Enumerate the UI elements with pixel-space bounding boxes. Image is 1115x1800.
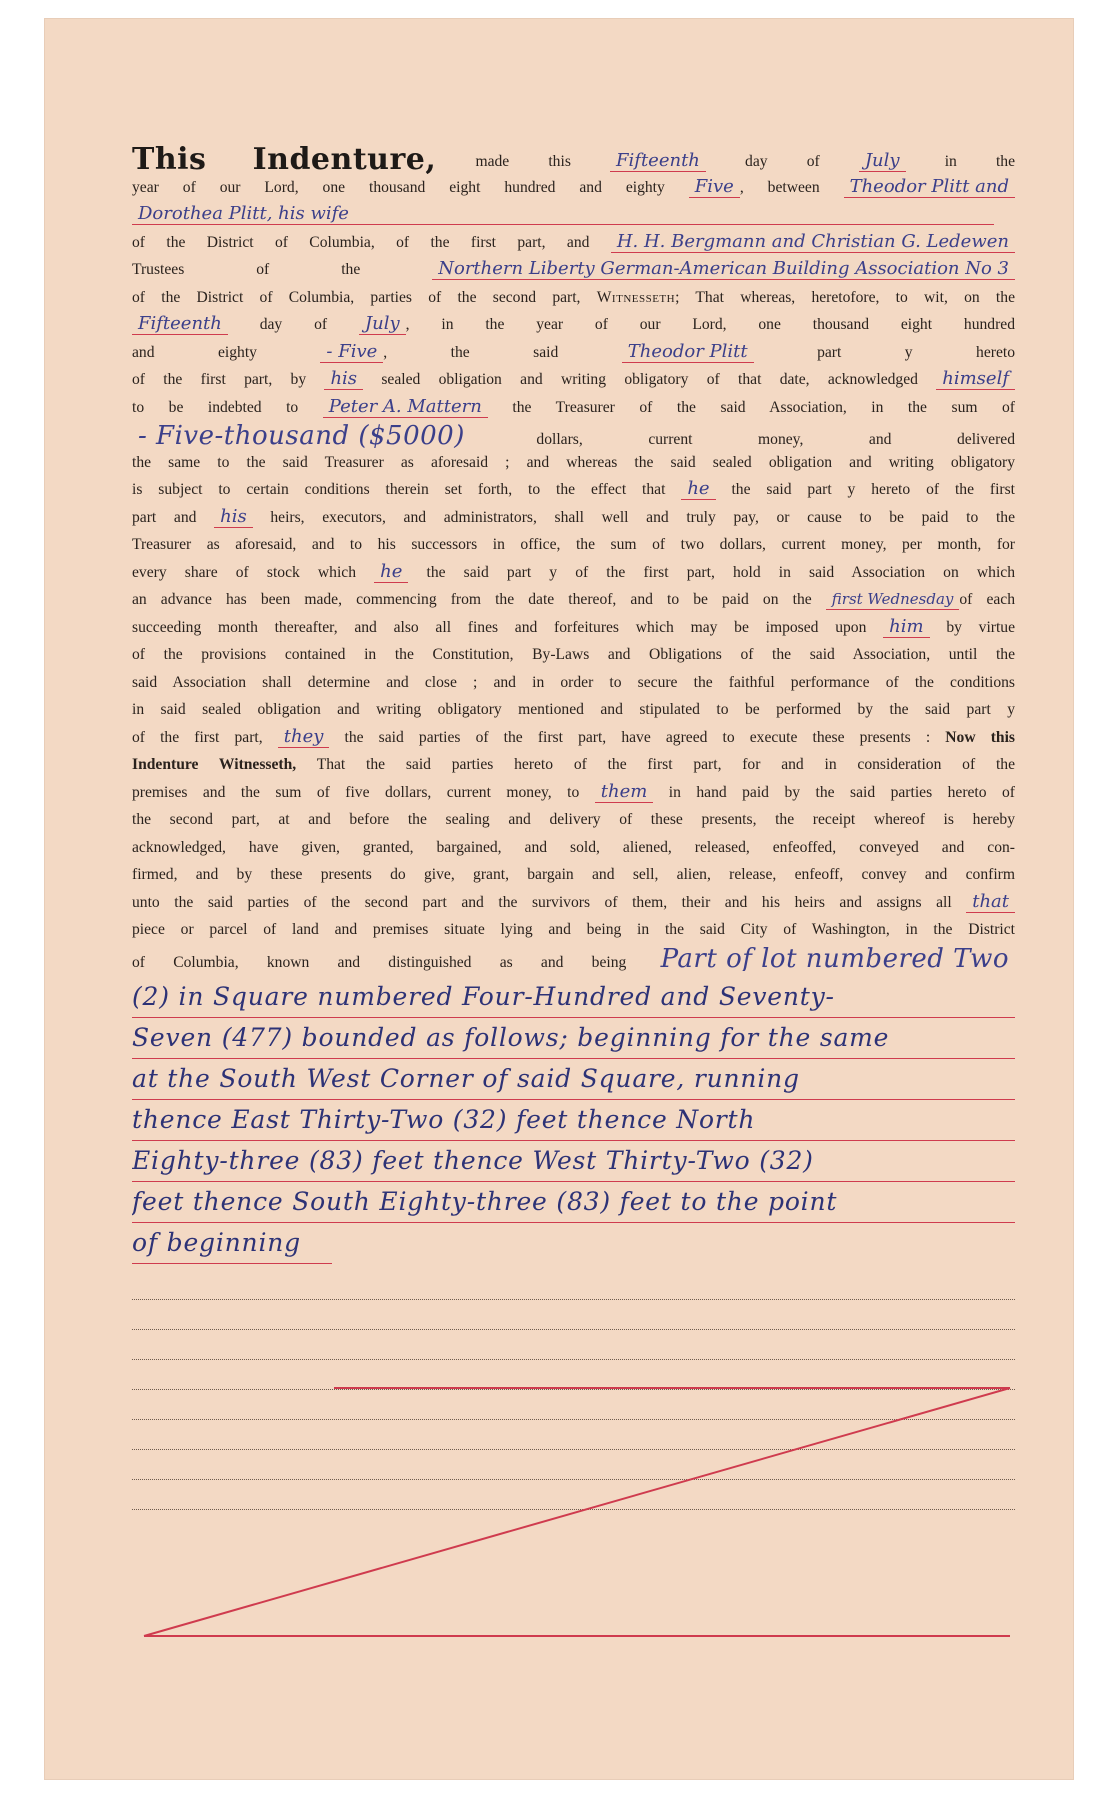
text: of the District of Columbia, parties of the second part, [132, 288, 581, 306]
text: unto the said parties of the second part and the survivors of them, their and his heirs and assigns all [132, 893, 952, 911]
text: an advance has been made, commencing from the date thereof, and to be paid on the [132, 591, 812, 608]
text: , in the year of our Lord, one thousand eight hundred [405, 316, 1015, 333]
line-7 [132, 311, 1015, 339]
line-21 [132, 696, 1015, 724]
handwritten-line: (2) in Square numbered Four-Hundred and Seventy- [132, 977, 1015, 1018]
handwritten-that: that [966, 892, 1015, 913]
handwritten-pronoun: them [595, 782, 654, 803]
line-24 [132, 779, 1015, 807]
line-25 [132, 806, 1015, 834]
text: every share of stock which [132, 563, 357, 581]
handwritten-pronoun: his [214, 507, 253, 528]
line-19 [132, 641, 1015, 669]
handwritten-day: Fifteenth [610, 151, 706, 172]
blank-line [132, 1420, 1015, 1450]
line-6 [132, 284, 1015, 312]
handwritten-pronoun: his [324, 369, 363, 390]
line-3 [132, 201, 1015, 229]
text: Now this [945, 728, 1015, 746]
text: , between [739, 178, 820, 196]
text: Indenture Witnesseth, [132, 756, 297, 773]
indenture-body [132, 146, 1015, 1510]
text: and eighty [132, 343, 257, 361]
text: of the District of Columbia, of the first part, and [132, 233, 590, 251]
handwritten-pronoun: he [374, 562, 408, 583]
handwritten-pronoun: he [681, 479, 715, 500]
text: succeeding month thereafter, and also all fines and forfeitures which may be imposed upon [132, 618, 867, 636]
handwritten-grantor-2: Dorothea Plitt, his wife [132, 204, 994, 225]
line-2 [132, 174, 1015, 202]
handwritten-year: Five [689, 177, 740, 198]
text: the same to the said Treasurer as aforesaid ; and whereas the said sealed obligation and writing obligatory [132, 453, 1015, 471]
line-13 [132, 476, 1015, 504]
text: of the provisions contained in the Constitution, By-Laws and Obligations of the said Association, until the [132, 646, 1015, 663]
text: of each [959, 591, 1015, 608]
text: year of our Lord, one thousand eight hundred and eighty [132, 178, 665, 196]
handwritten-day-2: Fifteenth [132, 314, 228, 335]
text: the Treasurer of the said Association, in the sum of [512, 398, 1015, 416]
text: in the [944, 153, 1015, 170]
blank-lines [132, 1270, 1015, 1510]
blank-line [132, 1480, 1015, 1510]
handwritten-sum: - Five-thousand ($5000) [132, 421, 471, 449]
handwritten-pronoun: him [883, 617, 929, 638]
text: the said part y hereto of the first [731, 481, 1015, 498]
line-10 [132, 394, 1015, 422]
handwritten-party: Theodor Plitt [622, 342, 754, 363]
handwritten-line: Eighty-three (83) feet thence West Thirty-Two (32) [132, 1141, 1015, 1182]
text: piece or parcel of land and premises situate lying and being in the said City of Washington, in the District [132, 921, 1015, 938]
text: part y hereto [817, 343, 1015, 361]
text: day of [745, 153, 820, 170]
line-30 [132, 944, 1015, 972]
handwritten-trustees: H. H. Bergmann and Christian G. Ledewen [611, 232, 1015, 253]
text: heirs, executors, and administrators, shall well and truly pay, or cause to be paid to the [270, 508, 1015, 526]
line-5 [132, 256, 1015, 284]
handwritten-pronoun: they [278, 727, 330, 748]
handwritten-line: of beginning [132, 1223, 332, 1264]
text: ; That whereas, heretofore, to wit, on the [675, 288, 1015, 306]
text: Treasurer as aforesaid, and to his successors in office, the sum of two dollars, current money, per month, for [132, 536, 1015, 553]
line-4 [132, 229, 1015, 257]
blank-line [132, 1360, 1015, 1390]
text: day of [259, 316, 328, 333]
line-22 [132, 724, 1015, 752]
handwritten-property-description [132, 977, 1015, 1264]
line-9 [132, 366, 1015, 394]
handwritten-line: Seven (477) bounded as follows; beginning for the same [132, 1018, 1015, 1059]
line-26 [132, 834, 1015, 862]
blank-line [132, 1450, 1015, 1480]
line-23 [132, 751, 1015, 779]
text: firmed, and by these presents do give, grant, bargain and sell, alien, release, enfeoff, convey and confirm [132, 866, 1015, 883]
deed-page [44, 18, 1074, 1780]
handwritten-association: Northern Liberty German-American Building Association No 3 [432, 259, 1015, 280]
text: Witnesseth [596, 288, 676, 306]
line-17 [132, 586, 1015, 614]
text: sealed obligation and writing obligatory of that date, acknowledged [381, 371, 918, 388]
blank-line [132, 1390, 1015, 1420]
text: acknowledged, have given, granted, bargained, and sold, aliened, released, enfeoffed, conveyed and con- [132, 838, 1015, 856]
line-27 [132, 861, 1015, 889]
text: of Columbia, known and distinguished as and being [132, 953, 627, 971]
handwritten-treasurer: Peter A. Mattern [323, 397, 488, 418]
text: made this [436, 153, 571, 170]
handwritten-payment-day: first Wednesday [826, 589, 960, 610]
line-29 [132, 916, 1015, 944]
handwritten-line: thence East Thirty-Two (32) feet thence North [132, 1100, 1015, 1141]
document-title: This Indenture, [132, 146, 437, 174]
text: of the first part, by [132, 371, 307, 388]
text: , the said [383, 343, 559, 361]
text: in hand paid by the said parties hereto of [668, 783, 1015, 801]
line-28 [132, 889, 1015, 917]
text: in said sealed obligation and writing obligatory mentioned and stipulated to be performed by the said part y [132, 701, 1015, 718]
line-16 [132, 559, 1015, 587]
text: premises and the sum of five dollars, current money, to [132, 783, 580, 801]
line-8 [132, 339, 1015, 367]
text: said Association shall determine and close ; and in order to secure the faithful performance of the conditions [132, 673, 1015, 691]
line-14 [132, 504, 1015, 532]
handwritten-line: at the South West Corner of said Square, running [132, 1059, 1015, 1100]
text: of the first part, [132, 728, 263, 746]
handwritten-grantor: Theodor Plitt and [844, 177, 1015, 198]
text: by virtue [946, 618, 1015, 636]
handwritten-year-2: - Five [320, 342, 383, 363]
text: is subject to certain conditions therein set forth, to the effect that [132, 481, 666, 498]
text: part and [132, 508, 197, 526]
text: Trustees of the [132, 261, 361, 278]
text: to be indebted to [132, 398, 299, 416]
text: the said part y of the first part, hold in said Association on which [426, 563, 1015, 581]
handwritten-month: July [859, 151, 906, 172]
text: the second part, at and before the sealing and delivery of these presents, the receipt whereof is hereby [132, 811, 1015, 828]
line-11 [132, 421, 1015, 449]
handwritten-line: feet thence South Eighty-three (83) feet to the point [132, 1182, 1015, 1223]
text: the said parties of the first part, have agreed to execute these presents : [344, 728, 931, 746]
text: dollars, current money, and delivered [536, 431, 1015, 448]
line-12 [132, 449, 1015, 477]
blank-line [132, 1330, 1015, 1360]
handwritten-pronoun: himself [936, 369, 1015, 390]
line-1 [132, 146, 1015, 174]
blank-line [132, 1270, 1015, 1300]
line-15 [132, 531, 1015, 559]
handwritten-lot-description: Part of lot numbered Two [655, 944, 1015, 972]
text: That the said parties hereto of the first part, for and in consideration of the [316, 756, 1015, 773]
line-18 [132, 614, 1015, 642]
blank-line [132, 1300, 1015, 1330]
handwritten-month-2: July [359, 314, 406, 335]
line-20 [132, 669, 1015, 697]
